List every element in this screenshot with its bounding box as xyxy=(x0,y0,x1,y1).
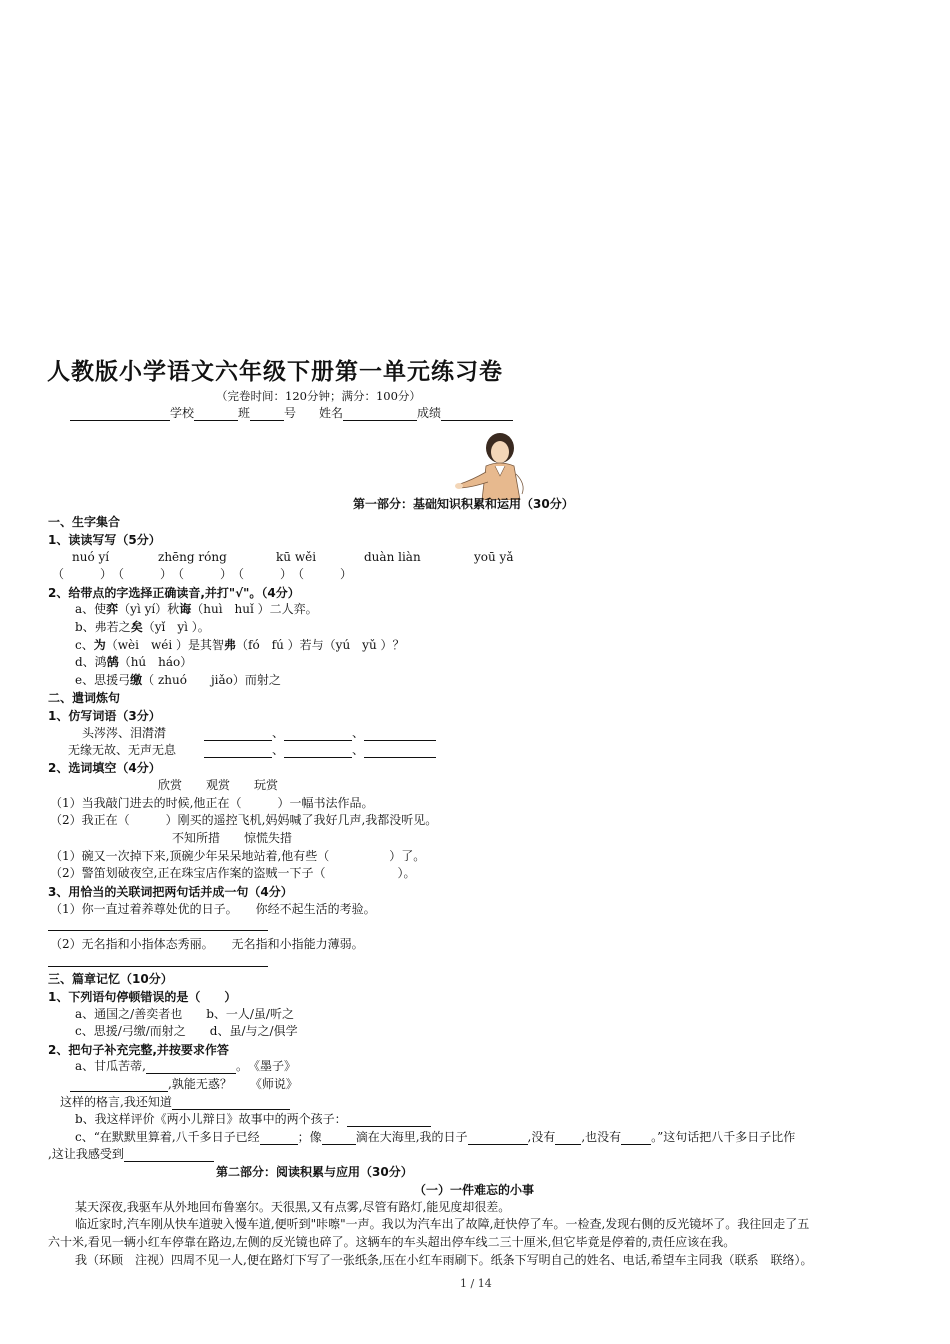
option-row-1: a、通国之/善奕者也 b、一人/虽/听之 xyxy=(75,1007,294,1021)
section2-heading: 二、遣词炼句 xyxy=(48,691,121,705)
q2-heading: 2、把句子补充完整,并按要求作答 xyxy=(48,1043,229,1057)
word-choices-1: 欣赏 观赏 玩赏 xyxy=(158,778,279,792)
answer-line[interactable] xyxy=(48,930,268,931)
fill-a3: 这样的格言,我还知道 xyxy=(60,1094,290,1110)
fill-a: a、甘瓜苦蒂, 。 《墨子》 xyxy=(75,1059,296,1073)
paragraph: 某天深夜,我驱车从外地回布鲁塞尔。天很黑,又有点雾,尽管有路灯,能见度却很差。 xyxy=(75,1200,511,1214)
pinyin-4: duàn liàn xyxy=(364,550,421,564)
part1-heading: 第一部分：基础知识积累和运用（30分） xyxy=(353,497,574,511)
list-item: b、弗若之矣（yǐ yì ）。 xyxy=(75,620,210,634)
info-line: 学校 班 号 姓名 成绩 xyxy=(70,405,513,421)
paragraph-continued: 六十米,看见一辆小红车停靠在路边,左侧的反光镜也碎了。这辆车的车头超出停车线二三十厘米,但它毕竟是停着的,责任应该在我。 xyxy=(48,1235,736,1249)
name-blank[interactable] xyxy=(343,407,417,421)
pinyin-5: yoū yǎ xyxy=(474,550,514,564)
page-number: 1 / 14 xyxy=(460,1277,492,1290)
q2-heading: 2、给带点的字选择正确读音,并打"√"。（4分） xyxy=(48,586,300,600)
list-item: （2）我正在（ ）刚买的遥控飞机,妈妈喊了我好几声,我都没听见。 xyxy=(50,813,438,827)
list-item: d、鸿鹄（hú háo） xyxy=(75,655,193,669)
fill-c: c、“在默默里算着,八千多日子已经 ；像 滴在大海里,我的日子 ,没有 ,也没有 。”这句话把八千多日子比作 xyxy=(75,1130,796,1144)
list-item: （2）警笛划破夜空,正在珠宝店作案的盗贼一下子（ ）。 xyxy=(50,866,416,880)
list-item: （1）你一直过着养尊处优的日子。 你经不起生活的考验。 xyxy=(50,902,376,916)
list-item: c、为（wèi wéi ）是其智弗（fó fú ）若与（yú yǔ ）？ xyxy=(75,638,405,652)
class-blank[interactable] xyxy=(194,407,238,421)
teacher-illustration xyxy=(450,428,538,500)
page-title: 人教版小学语文六年级下册第一单元练习卷 xyxy=(47,359,503,385)
part2-heading: 第二部分：阅读积累与应用（30分） xyxy=(216,1165,413,1179)
list-item: （2）无名指和小指体态秀丽。 无名指和小指能力薄弱。 xyxy=(50,937,364,951)
pinyin-3: kū wěi xyxy=(276,550,317,564)
fill-a2: ,孰能无惑？ 《师说》 xyxy=(70,1076,298,1092)
pinyin-2: zhēng róng xyxy=(158,550,227,564)
school-blank[interactable] xyxy=(70,407,170,421)
imitation-blanks-1[interactable]: 、 、 xyxy=(204,725,436,741)
q3-heading: 3、用恰当的关联词把两句话并成一句（4分） xyxy=(48,885,293,899)
reading-title: （一）一件难忘的小事 xyxy=(414,1183,535,1197)
section3-heading: 三、篇章记忆（10分） xyxy=(48,972,173,986)
list-item: （1）碗又一次掉下来,顶碗少年呆呆地站着,他有些（ ）了。 xyxy=(50,849,426,863)
score-blank[interactable] xyxy=(441,407,513,421)
model-words-2: 无缘无故、无声无息 xyxy=(68,743,177,757)
imitation-blanks-2[interactable]: 、 、 xyxy=(204,742,436,758)
word-choices-2: 不知所措 惊慌失措 xyxy=(172,831,293,845)
model-words-1: 头涔涔、泪潸潸 xyxy=(82,726,167,740)
pinyin-1: nuó yí xyxy=(72,550,110,564)
fill-b: b、我这样评价《两小儿辩日》故事中的两个孩子： xyxy=(75,1111,431,1127)
q1-heading: 1、仿写词语（3分） xyxy=(48,709,161,723)
list-item: a、使弈（yì yí）秋诲（huì huǐ ）二人弈。 xyxy=(75,602,318,616)
answer-brackets[interactable]: （ ） （ ） （ ） （ ） （ ） xyxy=(52,567,353,581)
section1-heading: 一、生字集合 xyxy=(48,515,121,529)
paragraph: 临近家时,汽车刚从快车道驶入慢车道,便听到"咔嚓"一声。我以为汽车出了故障,赶快停了车。一检查,发现右侧的反光镜坏了。我往回走了五 xyxy=(75,1217,810,1231)
number-blank[interactable] xyxy=(250,407,284,421)
list-item: （1）当我敲门进去的时候,他正在（ ）一幅书法作品。 xyxy=(50,796,374,810)
list-item: e、思援弓缴（ zhuó jiǎo）而射之 xyxy=(75,673,281,687)
q1-heading: 1、下列语句停顿错误的是（ ） xyxy=(48,990,237,1004)
paragraph: 我（环顾 注视）四周不见一人,便在路灯下写了一张纸条,压在小红车雨刷下。纸条下写明自己的姓名、电话,希望车主同我（联系 联络）。 xyxy=(75,1253,813,1267)
q1-heading: 1、读读写写（5分） xyxy=(48,533,161,547)
answer-line[interactable] xyxy=(48,966,268,967)
fill-c-continued: ,这让我感受到 xyxy=(48,1146,214,1162)
q2-heading: 2、选词填空（4分） xyxy=(48,761,161,775)
option-row-2: c、思援/弓缴/而射之 d、虽/与之/俱学 xyxy=(75,1024,298,1038)
exam-subtitle: （完卷时间：120分钟；满分：100分） xyxy=(216,389,421,403)
